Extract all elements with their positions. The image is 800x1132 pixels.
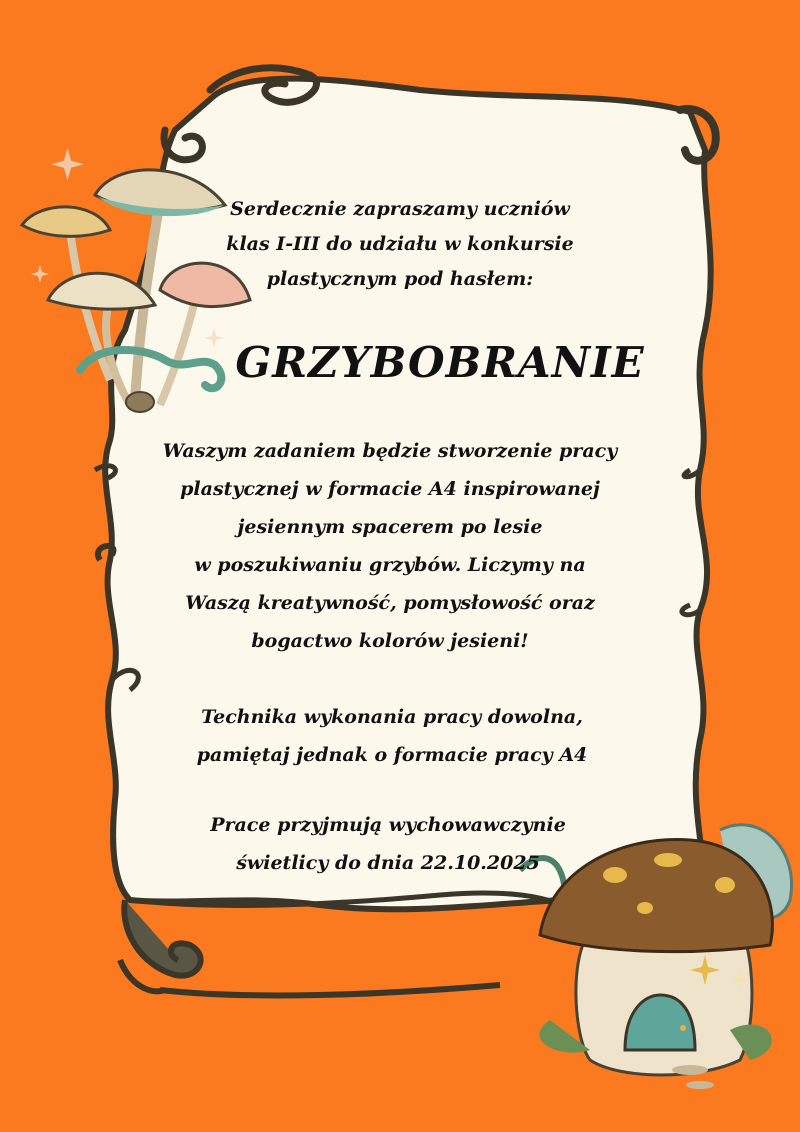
deadline-line: Prace przyjmują wychowawczynie [210, 814, 566, 836]
intro-line: klas I-III do udziału w konkursie [226, 233, 574, 255]
technique-info [0, 698, 792, 774]
technique-line: Technika wykonania pracy dowolna, [201, 706, 583, 728]
intro-line: Serdecznie zapraszamy uczniów [230, 198, 570, 220]
task-line: plastycznej w formacie A4 inspirowanej [180, 478, 600, 500]
task-line: bogactwo kolorów jesieni! [251, 630, 529, 652]
intro-text [0, 192, 800, 297]
deadline-info [0, 806, 788, 882]
task-description [0, 432, 790, 660]
deadline-line: świetlicy do dnia 22.10.2025 [236, 852, 540, 874]
task-line: w poszukiwaniu grzybów. Liczymy na [194, 554, 586, 576]
task-line: Waszą kreatywność, pomysłowość oraz [185, 592, 595, 614]
task-line: Waszym zadaniem będzie stworzenie pracy [162, 440, 618, 462]
technique-line: pamiętaj jednak o formacie pracy A4 [196, 744, 588, 766]
task-line: jesiennym spacerem po lesie [237, 516, 543, 538]
intro-line: plastycznym pod hasłem: [266, 268, 534, 290]
contest-title: GRZYBOBRANIE [235, 338, 645, 387]
